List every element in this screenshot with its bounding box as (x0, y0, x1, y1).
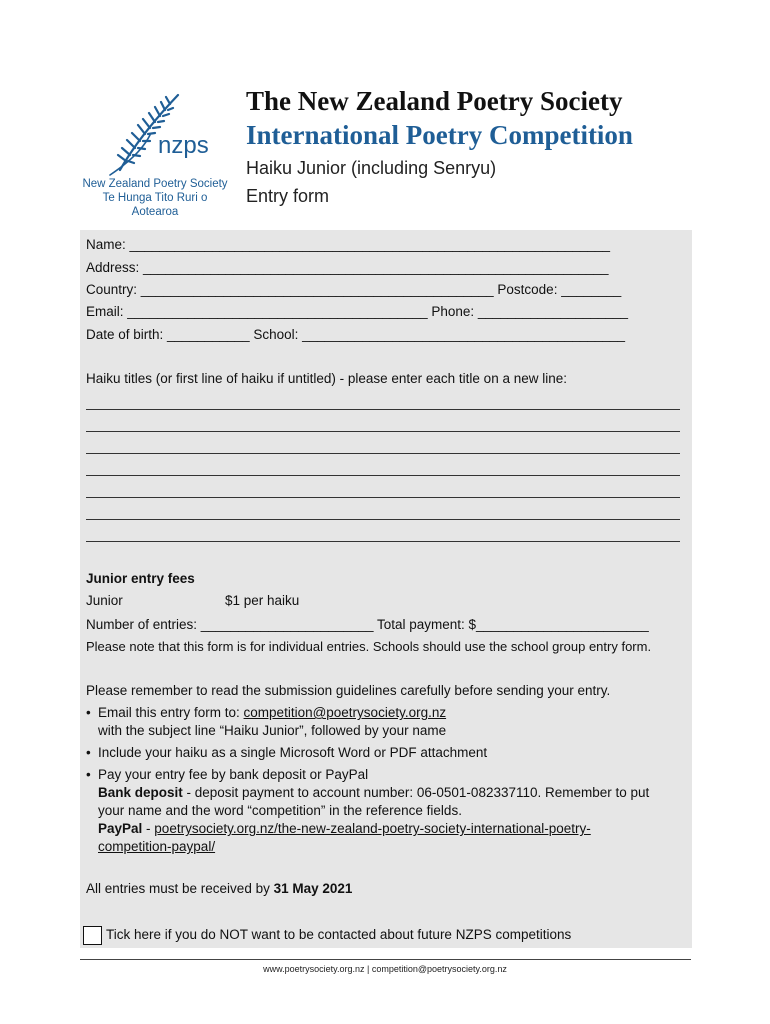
category-label: Haiku Junior (including Senryu) (246, 158, 497, 178)
paypal-line (98, 821, 591, 836)
logo-line-2: Te Hunga Tito Ruri o Aotearoa (102, 192, 208, 218)
fees-heading: Junior entry fees (86, 571, 195, 586)
logo-wordmark: nzps (158, 132, 209, 159)
haiku-title-line[interactable] (86, 497, 680, 498)
bank-reference-text: your name and the word “competition” in the reference fields. (98, 803, 462, 818)
email-instruction-text: Email this entry form to: (98, 705, 244, 720)
dob-school-field[interactable]: Date of birth: ___________ School: ___________________________________________ (86, 327, 626, 342)
competition-email-link[interactable]: competition@poetrysociety.org.nz (243, 705, 447, 720)
email-phone-field[interactable]: Email: ________________________________________ Phone: ____________________ (86, 304, 629, 319)
bank-deposit-label: Bank deposit (98, 785, 183, 800)
email-instruction (98, 705, 446, 720)
bank-deposit-text: - deposit payment to account number: 06-0501-082337110. Remember to put (182, 785, 650, 800)
name-field[interactable]: Name: ________________________________________________________________ (86, 237, 611, 252)
opt-out-checkbox[interactable] (83, 926, 102, 945)
competition-title: International Poetry Competition (246, 120, 633, 150)
footer-divider (80, 959, 691, 960)
individual-entries-note: Please note that this form is for individual entries. Schools should use the school group entry form. (86, 639, 652, 654)
haiku-titles-prompt: Haiku titles (or first line of haiku if untitled) - please enter each title on a new line: (86, 371, 567, 386)
haiku-title-line[interactable] (86, 519, 680, 520)
paypal-link-continued[interactable]: competition-paypal/ (98, 839, 216, 854)
haiku-title-line[interactable] (86, 409, 680, 410)
entries-payment-field[interactable]: Number of entries: _______________________ Total payment: $_______________________ (86, 617, 649, 632)
bullet: • (86, 745, 91, 760)
page-title: The New Zealand Poetry Society (246, 86, 623, 116)
subject-line-instruction: with the subject line “Haiku Junior”, followed by your name (98, 723, 447, 738)
deadline-line (86, 881, 352, 896)
bullet: • (86, 767, 91, 782)
fee-price: $1 per haiku (225, 593, 300, 608)
haiku-title-line[interactable] (86, 475, 680, 476)
fee-category: Junior (86, 593, 123, 608)
opt-out-label: Tick here if you do NOT want to be contacted about future NZPS competitions (106, 927, 572, 942)
haiku-title-line[interactable] (86, 541, 680, 542)
address-field[interactable]: Address: ______________________________________________________________ (86, 260, 609, 275)
logo-line-1: New Zealand Poetry Society (82, 178, 228, 190)
deadline-text: All entries must be received by (86, 881, 274, 896)
bullet: • (86, 705, 91, 720)
paypal-separator: - (142, 821, 155, 836)
deadline-date: 31 May 2021 (273, 881, 353, 896)
logo-caption (80, 177, 230, 219)
paypal-label: PayPal (98, 821, 143, 836)
payment-instruction: Pay your entry fee by bank deposit or PayPal (98, 767, 369, 782)
country-postcode-field[interactable]: Country: _______________________________________________ Postcode: ________ (86, 282, 622, 297)
footer-contact: www.poetrysociety.org.nz | competition@poetrysociety.org.nz (263, 964, 507, 974)
attachment-instruction: Include your haiku as a single Microsoft Word or PDF attachment (98, 745, 488, 760)
paypal-link[interactable]: poetrysociety.org.nz/the-new-zealand-poetry-society-international-poetry- (154, 821, 591, 836)
bank-deposit-line (98, 785, 649, 800)
guidelines-intro: Please remember to read the submission guidelines carefully before sending your entry. (86, 683, 611, 698)
haiku-title-line[interactable] (86, 453, 680, 454)
haiku-title-line[interactable] (86, 431, 680, 432)
form-label: Entry form (246, 186, 330, 206)
